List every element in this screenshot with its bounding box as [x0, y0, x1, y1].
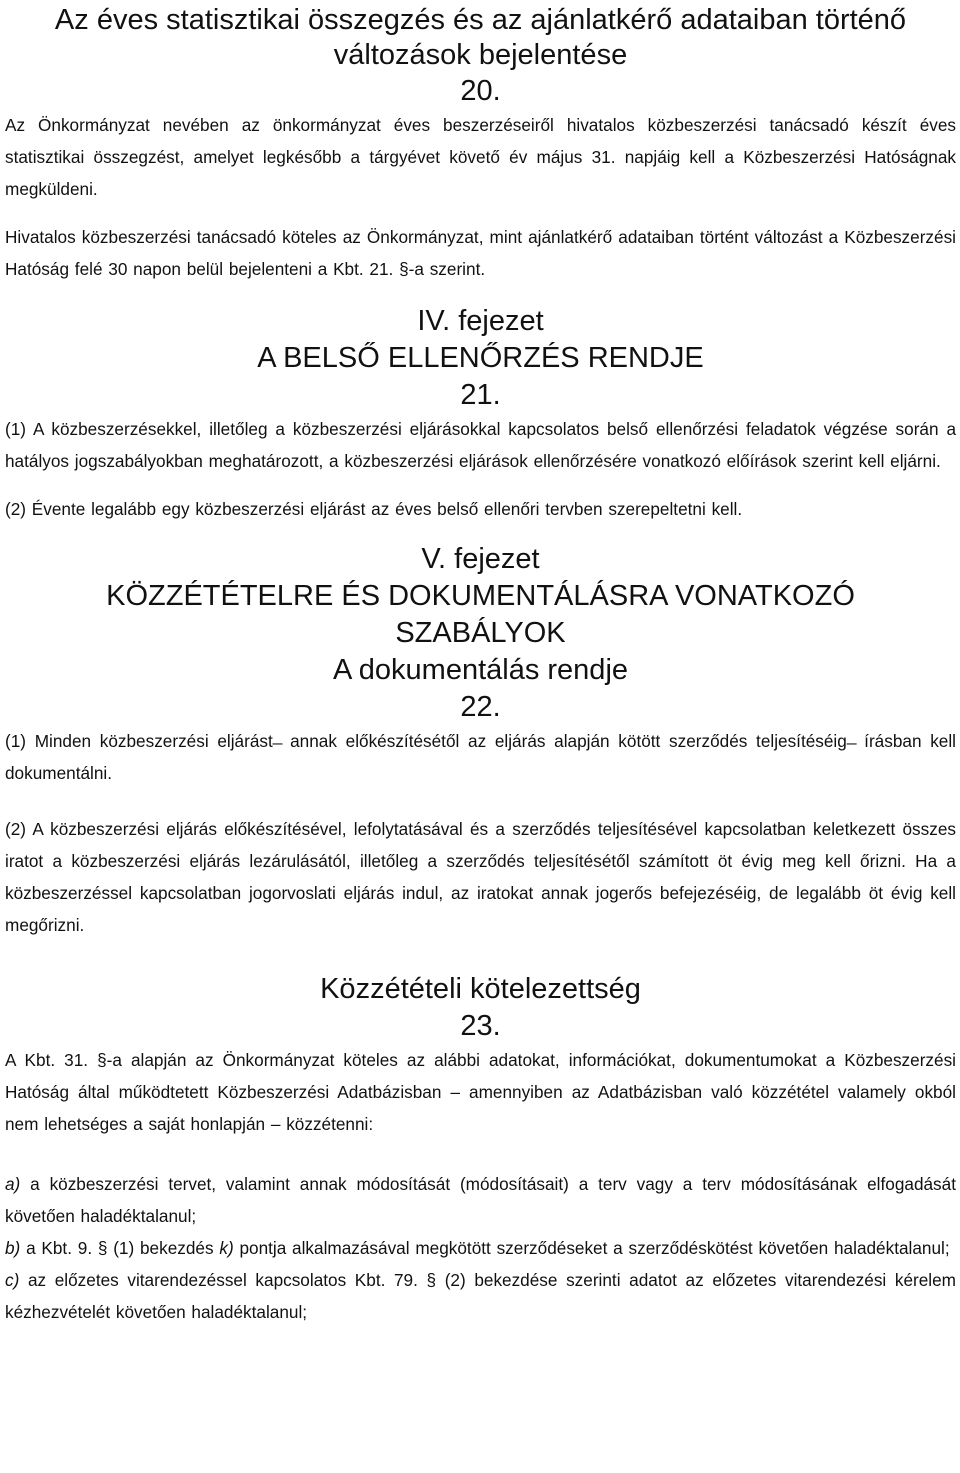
section-20-paragraph-1: Az Önkormányzat nevében az önkormányzat éves beszerzéseiről hivatalos közbeszerzési tanácsadó készít éves statisztikai összegzést, amelyet legkésőbb a tárgyévet követő év május 31. napjáig kell a Közbeszerzési Hatóságnak megküldeni. [5, 115, 956, 199]
document-title: Az éves statisztikai összegzés és az ajánlatkérő adataiban történő változások bejelentése [54, 4, 907, 71]
publication-heading: Közzétételi kötelezettség [320, 973, 641, 1005]
section-21-paragraph-2: (2) Évente legalább egy közbeszerzési eljárást az éves belső ellenőri tervben szerepeltetni kell. [5, 499, 743, 519]
list-item-b-text-2: pontja alkalmazásával megkötött szerződéseket a szerződéskötést követően haladéktalanul; [233, 1238, 950, 1258]
section-21-paragraph-1: (1) A közbeszerzésekkel, illetőleg a közbeszerzési eljárásokkal kapcsolatos belső ellenőrzési feladatok végzése során a hatályos jogszabályokban meghatározott, a közbeszerzési eljárások ellenőrzésére vonatkozó előírások szerint kell eljárni. [5, 419, 956, 471]
list-item-a-text: a közbeszerzési tervet, valamint annak módosítását (módosításait) a terv vagy a terv módosításának elfogadását követően haladéktalanul; [5, 1174, 956, 1226]
section-number-23: 23. [460, 1010, 501, 1042]
list-item-b-label: b) [5, 1238, 21, 1258]
chapter-5-subtitle-line-2: SZABÁLYOK [395, 617, 566, 649]
chapter-4-subtitle: A BELSŐ ELLENŐRZÉS RENDJE [257, 342, 704, 374]
chapter-5-subtitle-line-1: KÖZZÉTÉTELRE ÉS DOKUMENTÁLÁSRA VONATKOZÓ [106, 580, 855, 612]
section-23-paragraph-1: A Kbt. 31. §-a alapján az Önkormányzat köteles az alábbi adatokat, információkat, dokumentumokat a Közbeszerzési Hatóság által működtetett Közbeszerzési Adatbázisban – amennyiben az Adatbázisban való közzététel valamely okból nem lehetséges a saját honlapján – közzétenni: [5, 1050, 956, 1134]
list-item-b-k: k) [219, 1238, 234, 1258]
list-item-c-text: az előzetes vitarendezéssel kapcsolatos Kbt. 79. § (2) bekezdése szerinti adatot az előzetes vitarendezési kérelem kézhezvételét követően haladéktalanul; [5, 1270, 956, 1322]
section-number-20: 20. [460, 75, 501, 107]
chapter-4-title: IV. fejezet [417, 305, 544, 337]
chapter-5-heading: A dokumentálás rendje [332, 654, 629, 686]
list-item-a-label: a) [5, 1174, 21, 1194]
list-item-c-label: c) [5, 1270, 20, 1290]
list-item-a [5, 1168, 956, 1232]
list-item-c [5, 1264, 956, 1328]
section-22-paragraph-1: (1) Minden közbeszerzési eljárást ̶ annak előkészítésétől az eljárás alapján kötött szerződés teljesítéséig ̶ írásban kell dokumentálni. [5, 731, 956, 783]
chapter-5-title: V. fejezet [421, 543, 540, 575]
section-number-21: 21. [460, 379, 501, 411]
section-number-22: 22. [460, 691, 501, 723]
section-20-paragraph-2: Hivatalos közbeszerzési tanácsadó köteles az Önkormányzat, mint ajánlatkérő adataiban történt változást a Közbeszerzési Hatóság felé 30 napon belül bejelenteni a Kbt. 21. §-a szerint. [5, 227, 956, 279]
list-item-b [5, 1232, 956, 1264]
section-22-paragraph-2: (2) A közbeszerzési eljárás előkészítésével, lefolytatásával és a szerződés teljesítésével kapcsolatban keletkezett összes iratot a közbeszerzési eljárás lezárulásától, illetőleg a szerződés teljesítésétől számított öt évig meg kell őrizni. Ha a közbeszerzéssel kapcsolatban jogorvoslati eljárás indul, az iratokat annak jogerős befejezéséig, de legalább öt évig kell megőrizni. [5, 819, 956, 935]
list-item-b-text-1: a Kbt. 9. § (1) bekezdés [20, 1238, 220, 1258]
